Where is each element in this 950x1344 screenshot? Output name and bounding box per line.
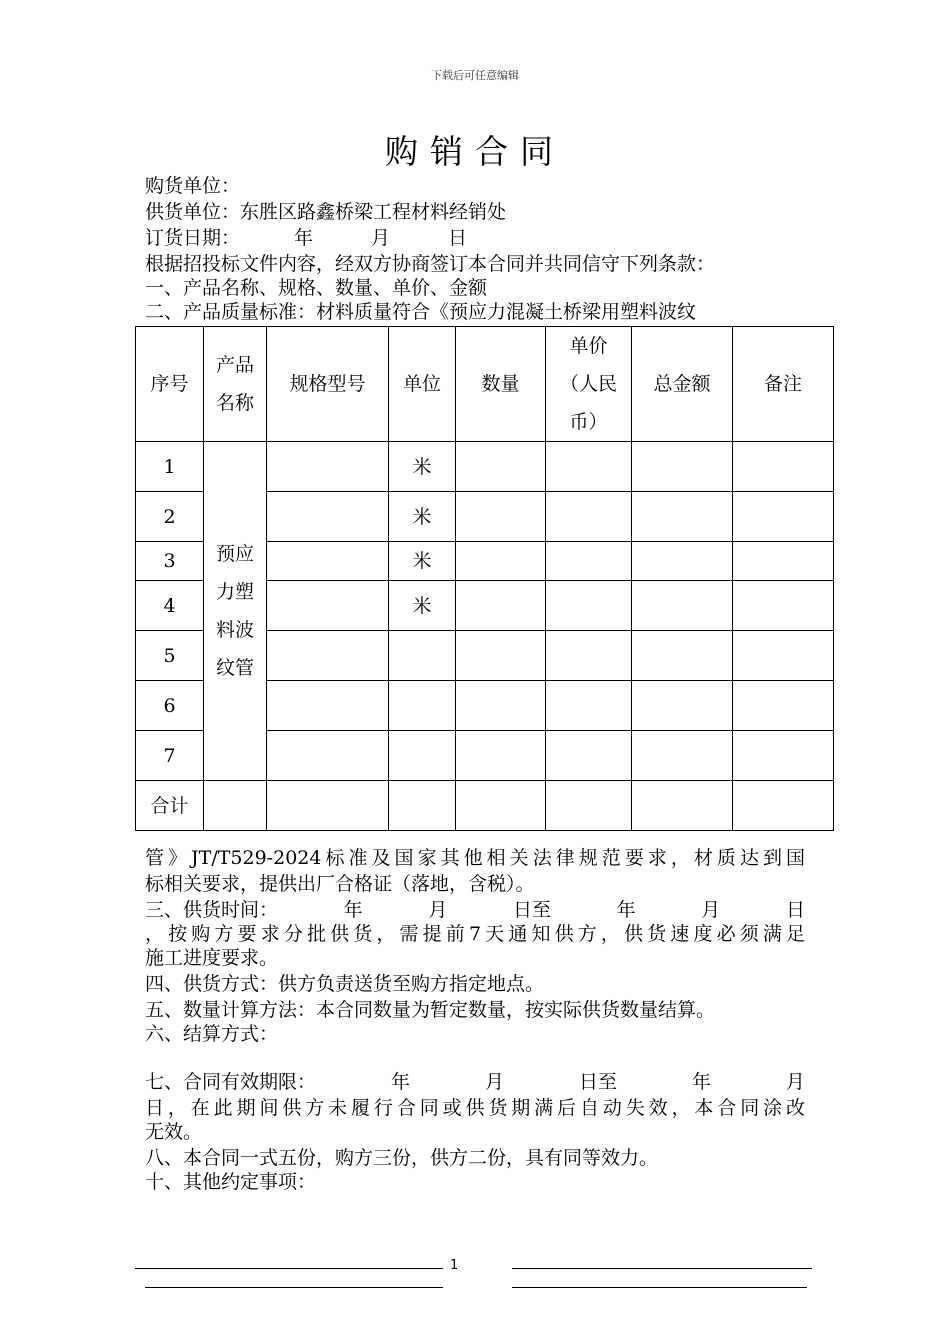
quantity-cell (456, 581, 546, 631)
quantity-cell (456, 631, 546, 681)
quantity-cell (456, 542, 546, 581)
clause-7-continuation-2: 无效。 (145, 1121, 203, 1143)
header-note: 下载后可任意编辑 (431, 69, 519, 82)
row-number: 3 (136, 542, 204, 581)
supplier-field: 供货单位：东胜区路鑫桥梁工程材料经销处 (145, 201, 507, 223)
row-number: 1 (136, 442, 204, 492)
amount-cell (632, 442, 733, 492)
amount-cell (632, 731, 733, 781)
spec-cell (267, 631, 389, 681)
unit-cell: 米 (389, 542, 456, 581)
row-number: 5 (136, 631, 204, 681)
row-number: 2 (136, 492, 204, 542)
remark-cell (733, 631, 834, 681)
price-cell (546, 581, 632, 631)
header-cell-unit: 单位 (389, 327, 456, 442)
clause-7-from: 日至 (578, 1071, 617, 1093)
spec-cell (267, 442, 389, 492)
clause-8: 八、本合同一式五份，购方三份，供方二份，具有同等效力。 (145, 1147, 659, 1169)
remark-cell (733, 442, 834, 492)
amount-cell (632, 542, 733, 581)
clause-3-month: 月 (428, 899, 448, 921)
clause-3-continuation-1: ，按购方要求分批供货，需提前7天通知供方，供货速度必须满足 (145, 923, 805, 945)
unit-cell (389, 731, 456, 781)
clause-3-from: 日至 (512, 899, 551, 921)
clause-7-label: 七、合同有效期限： (145, 1071, 317, 1093)
amount-cell (632, 631, 733, 681)
unit-cell: 米 (389, 492, 456, 542)
clause-3-day-end: 日 (785, 899, 805, 921)
spec-cell (267, 731, 389, 781)
order-date-label: 订货日期： (145, 227, 241, 249)
clause-3-label: 三、供货时间： (145, 899, 279, 921)
price-cell (546, 681, 632, 731)
footer-divider-left-bottom (145, 1287, 443, 1288)
clause-5: 五、数量计算方法：本合同数量为暂定数量，按实际供货数量结算。 (145, 999, 716, 1021)
clause-7-year: 年 (390, 1071, 410, 1093)
total-label: 合计 (136, 781, 204, 831)
header-cell-unit-price: 单价（人民币） (546, 327, 632, 442)
price-cell (546, 542, 632, 581)
spec-cell (267, 542, 389, 581)
footer-divider-right-top (512, 1268, 812, 1269)
clause-2-continuation-2: 标相关要求，提供出厂合格证（落地，含税）。 (145, 873, 535, 895)
clause-7-year-end: 年 (691, 1071, 711, 1093)
remark-cell (733, 542, 834, 581)
footer-divider-right-bottom (512, 1287, 807, 1288)
clause-3-year-end: 年 (616, 899, 636, 921)
price-cell (546, 492, 632, 542)
price-cell (546, 631, 632, 681)
unit-cell: 米 (389, 442, 456, 492)
table-total-row (136, 781, 834, 831)
clause-10: 十、其他约定事项： (145, 1171, 317, 1193)
clause-7-month-end: 月 (785, 1071, 805, 1093)
footer-divider-left-top (135, 1268, 443, 1269)
total-cell (204, 781, 267, 831)
quantity-cell (456, 731, 546, 781)
amount-cell (632, 492, 733, 542)
header-cell-product-name: 产品名称 (204, 327, 267, 442)
remark-cell (733, 581, 834, 631)
total-cell (632, 781, 733, 831)
header-cell-total-amount: 总金额 (632, 327, 733, 442)
total-cell (456, 781, 546, 831)
clause-7-continuation-1: 日，在此期间供方未履行合同或供货期满后自动失效，本合同涂改 (145, 1097, 805, 1119)
spec-cell (267, 681, 389, 731)
total-cell (733, 781, 834, 831)
spec-cell (267, 581, 389, 631)
clause-3-continuation-2: 施工进度要求。 (145, 947, 279, 969)
order-date-field (145, 226, 467, 250)
header-cell-spec: 规格型号 (267, 327, 389, 442)
unit-cell (389, 681, 456, 731)
clause-1: 一、产品名称、规格、数量、单价、金额 (145, 277, 488, 299)
header-cell-quantity: 数量 (456, 327, 546, 442)
clause-3-line (145, 898, 805, 922)
buyer-field: 购货单位： (145, 175, 241, 197)
clause-6: 六、结算方式： (145, 1023, 279, 1045)
table-header-row (136, 327, 834, 442)
order-date-day: 日 (448, 227, 468, 249)
amount-cell (632, 681, 733, 731)
product-name-cell: 预应力塑料波纹管 (204, 442, 267, 781)
clause-4: 四、供货方式：供方负责送货至购方指定地点。 (145, 973, 545, 995)
document-title: 购销合同 (385, 132, 565, 171)
amount-cell (632, 581, 733, 631)
clause-7-month: 月 (484, 1071, 504, 1093)
row-number: 4 (136, 581, 204, 631)
quantity-cell (456, 681, 546, 731)
header-cell-no: 序号 (136, 327, 204, 442)
spec-cell (267, 492, 389, 542)
page-number: 1 (450, 1258, 459, 1273)
table-row (136, 442, 834, 492)
row-number: 6 (136, 681, 204, 731)
header-cell-remarks: 备注 (733, 327, 834, 442)
total-cell (546, 781, 632, 831)
unit-cell: 米 (389, 581, 456, 631)
intro-text: 根据招投标文件内容，经双方协商签订本合同并共同信守下列条款： (145, 253, 716, 275)
remark-cell (733, 731, 834, 781)
price-cell (546, 731, 632, 781)
quantity-cell (456, 442, 546, 492)
clause-3-month-end: 月 (701, 899, 721, 921)
row-number: 7 (136, 731, 204, 781)
product-table (135, 326, 834, 831)
total-cell (389, 781, 456, 831)
order-date-year: 年 (294, 227, 314, 249)
remark-cell (733, 681, 834, 731)
unit-cell (389, 631, 456, 681)
quantity-cell (456, 492, 546, 542)
clause-2-start: 二、产品质量标准：材料质量符合《预应力混凝土桥梁用塑料波纹 (145, 301, 697, 323)
total-cell (267, 781, 389, 831)
remark-cell (733, 492, 834, 542)
clause-3-year: 年 (343, 899, 363, 921)
clause-7-line (145, 1070, 805, 1094)
order-date-month: 月 (371, 227, 391, 249)
price-cell (546, 442, 632, 492)
clause-2-continuation-1: 管》JT/T529-2024标准及国家其他相关法律规范要求，材质达到国 (145, 847, 805, 869)
